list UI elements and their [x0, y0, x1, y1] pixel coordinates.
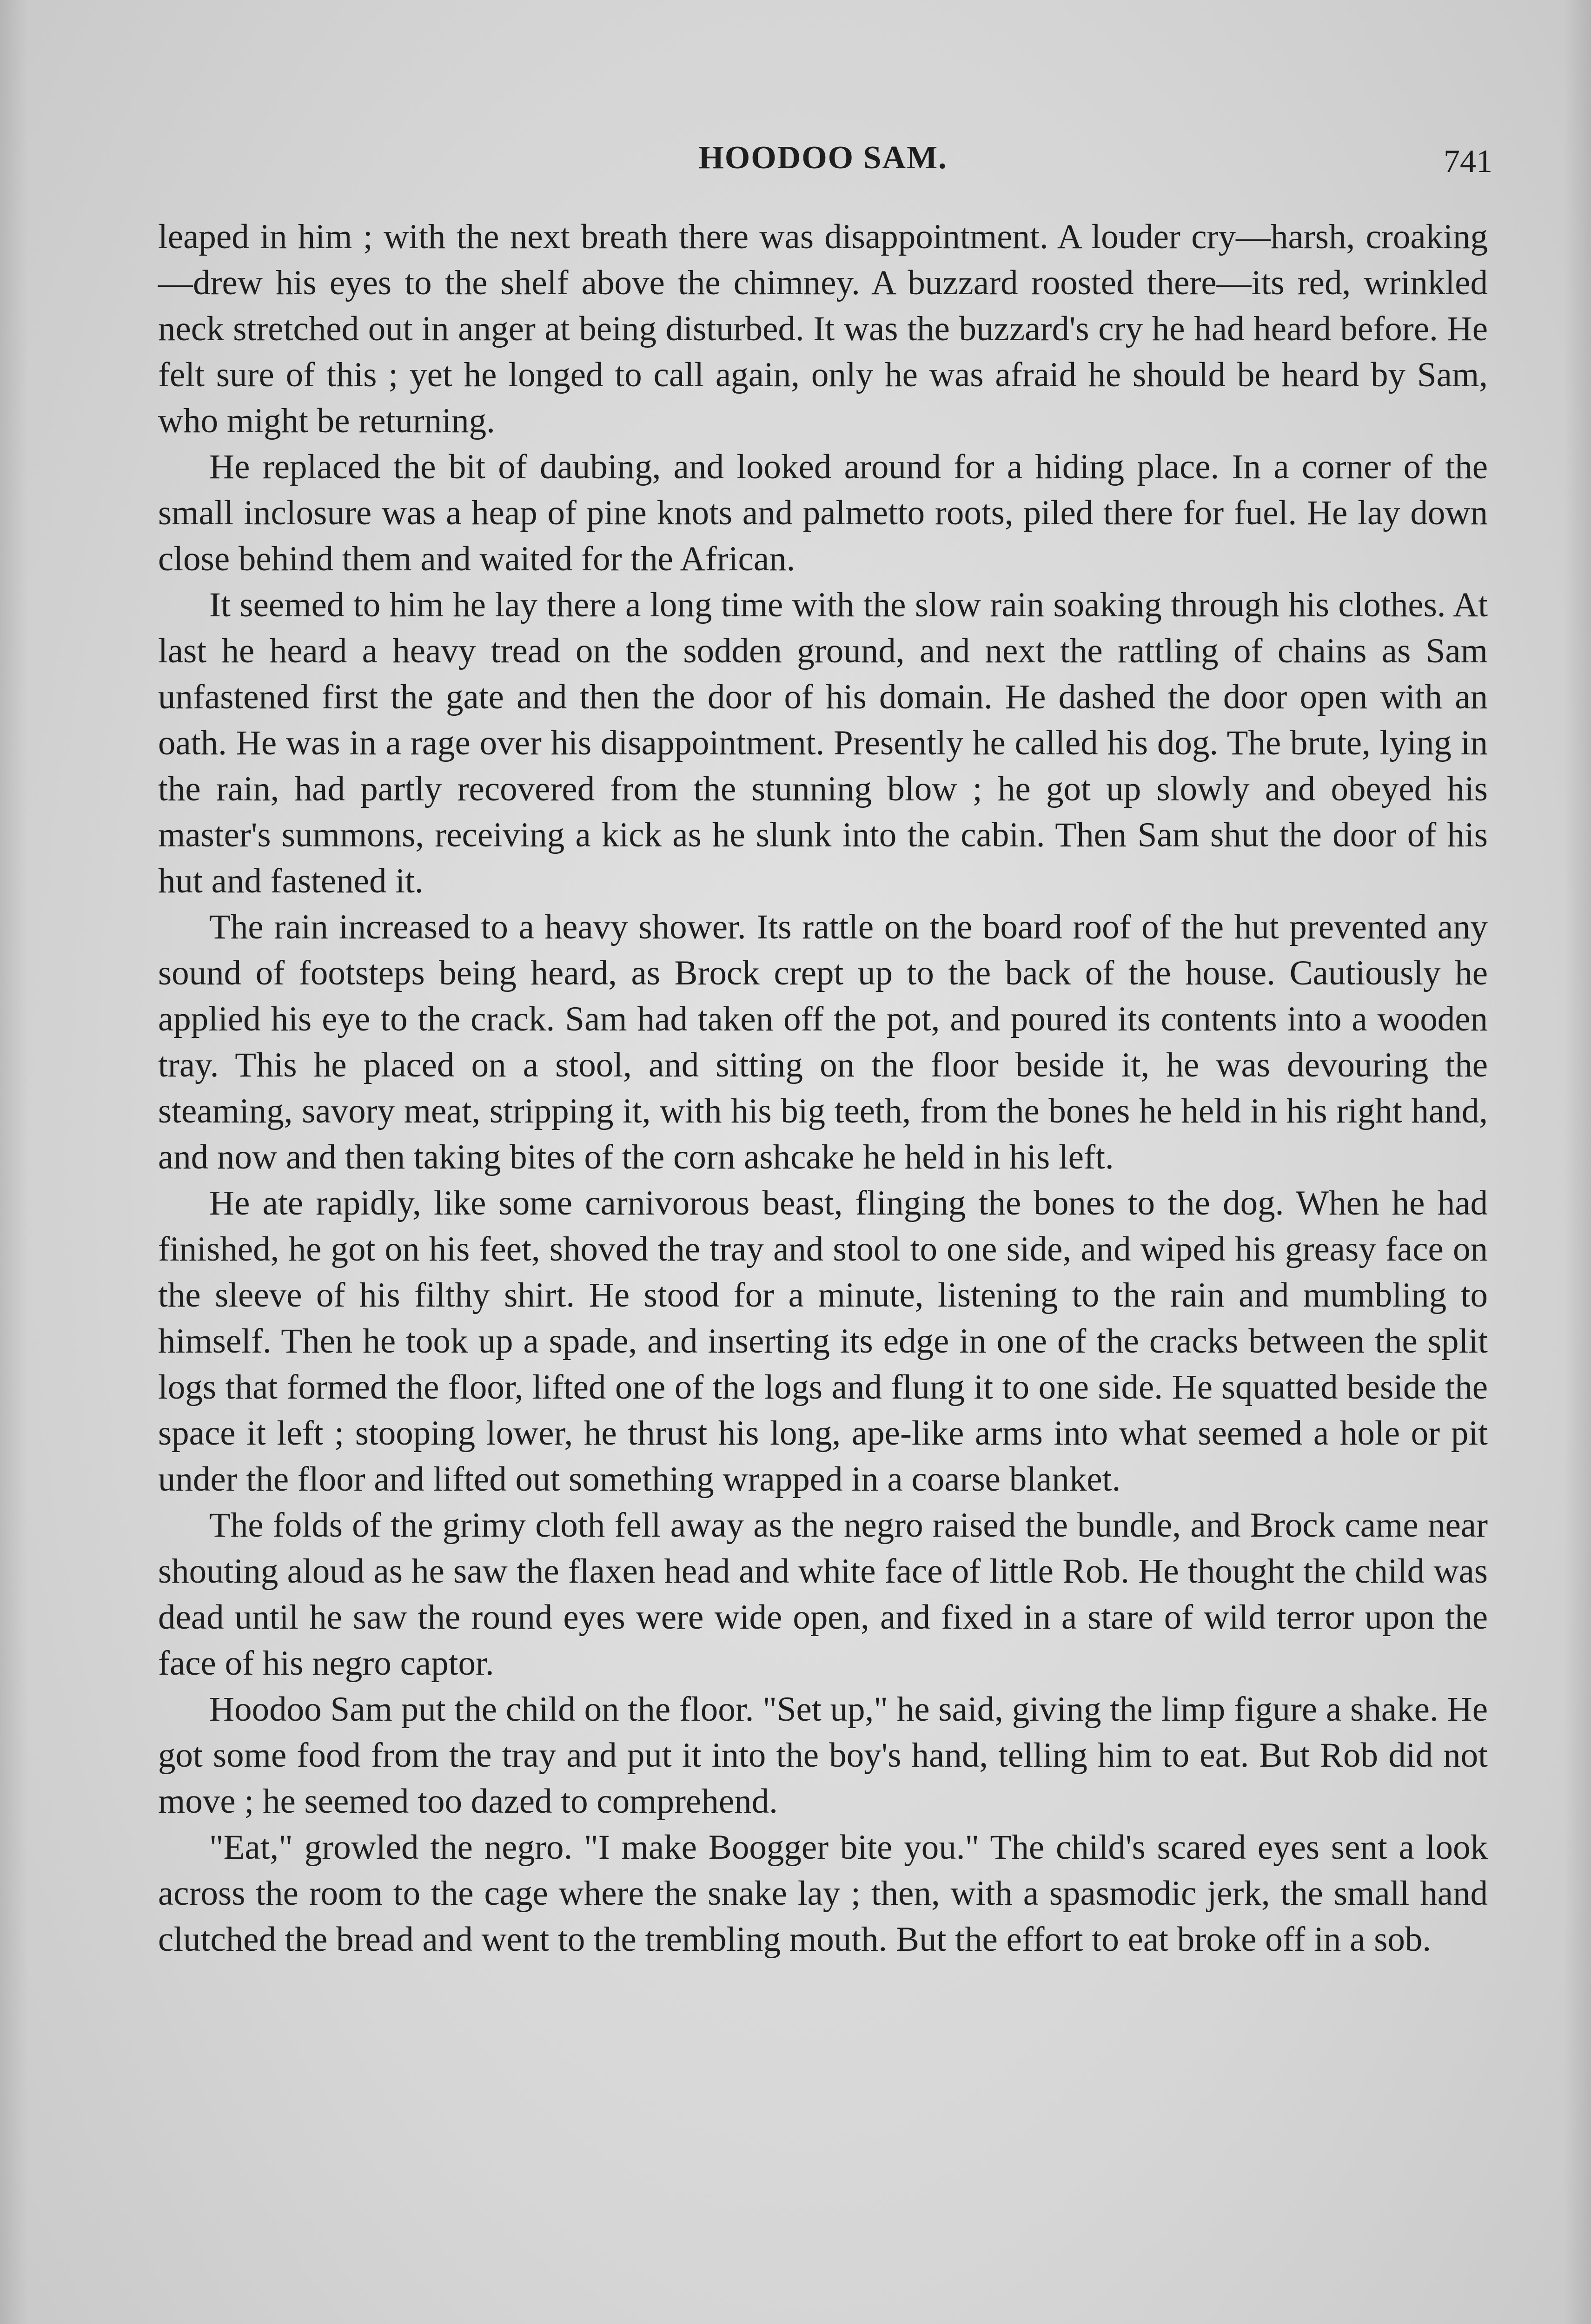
- running-title: HOODOO SAM.: [698, 140, 948, 176]
- body-text: [158, 214, 1488, 1962]
- paragraph: Hoodoo Sam put the child on the floor. "Set up," he said, giving the limp figure a shake. He got some food from the tray and put it into the boy's hand, telling him to eat. But Rob did not move ; he seemed too dazed to comprehend.: [158, 1690, 1488, 1821]
- paragraph: It seemed to him he lay there a long time with the slow rain soaking through his clothes. At last he heard a heavy tread on the sodden ground, and next the rattling of chains as Sam unfastened first the gate and then the door of his domain. He dashed the door open with an oath. He was in a rage over his disappointment. Presently he called his dog. The brute, lying in the rain, had partly recovered from the stunning blow ; he got up slowly and obeyed his master's summons, receiving a kick as he slunk into the cabin. Then Sam shut the door of his hut and fastened it.: [158, 586, 1488, 900]
- left-edge-shadow: [0, 0, 28, 2324]
- paragraph: "Eat," growled the negro. "I make Boogger bite you." The child's scared eyes sent a look across the room to the cage where the snake lay ; then, with a spasmodic jerk, the small hand clutched the bread and went to the trembling mouth. But the effort to eat broke off in a sob.: [158, 1828, 1488, 1959]
- page-number: 741: [1444, 144, 1492, 179]
- paragraph-continued: leaped in him ; with the next breath there was disappointment. A louder cry—harsh, croaking—drew his eyes to the shelf above the chimney. A buzzard roosted there—its red, wrinkled neck stretched out in anger at being disturbed. It was the buzzard's cry he had heard before. He felt sure of this ; yet he longed to call again, only he was afraid he should be heard by Sam, who might be returning.: [158, 218, 1488, 440]
- paragraph: The rain increased to a heavy shower. Its rattle on the board roof of the hut prevented any sound of footsteps being heard, as Brock crept up to the back of the house. Cautiously he applied his eye to the crack. Sam had taken off the pot, and poured its contents into a wooden tray. This he placed on a stool, and sitting on the floor beside it, he was devouring the steaming, savory meat, stripping it, with his big teeth, from the bones he held in his right hand, and now and then taking bites of the corn ashcake he held in his left.: [158, 908, 1488, 1176]
- paragraph: He ate rapidly, like some carnivorous beast, flinging the bones to the dog. When he had finished, he got on his feet, shoved the tray and stool to one side, and wiped his greasy face on the sleeve of his filthy shirt. He stood for a minute, listening to the rain and mumbling to himself. Then he took up a spade, and inserting its edge in one of the cracks between the split logs that formed the floor, lifted one of the logs and flung it to one side. He squatted beside the space it left ; stooping lower, he thrust his long, ape-like arms into what seemed a hole or pit under the floor and lifted out something wrapped in a coarse blanket.: [158, 1184, 1488, 1499]
- right-edge-shadow: [1563, 0, 1591, 2324]
- paragraph: The folds of the grimy cloth fell away as the negro raised the bundle, and Brock came near shouting aloud as he saw the flaxen head and white face of little Rob. He thought the child was dead until he saw the round eyes were wide open, and fixed in a stare of wild terror upon the face of his negro captor.: [158, 1506, 1488, 1683]
- paragraph: He replaced the bit of daubing, and looked around for a hiding place. In a corner of the small inclosure was a heap of pine knots and palmetto roots, piled there for fuel. He lay down close behind them and waited for the African.: [158, 448, 1488, 578]
